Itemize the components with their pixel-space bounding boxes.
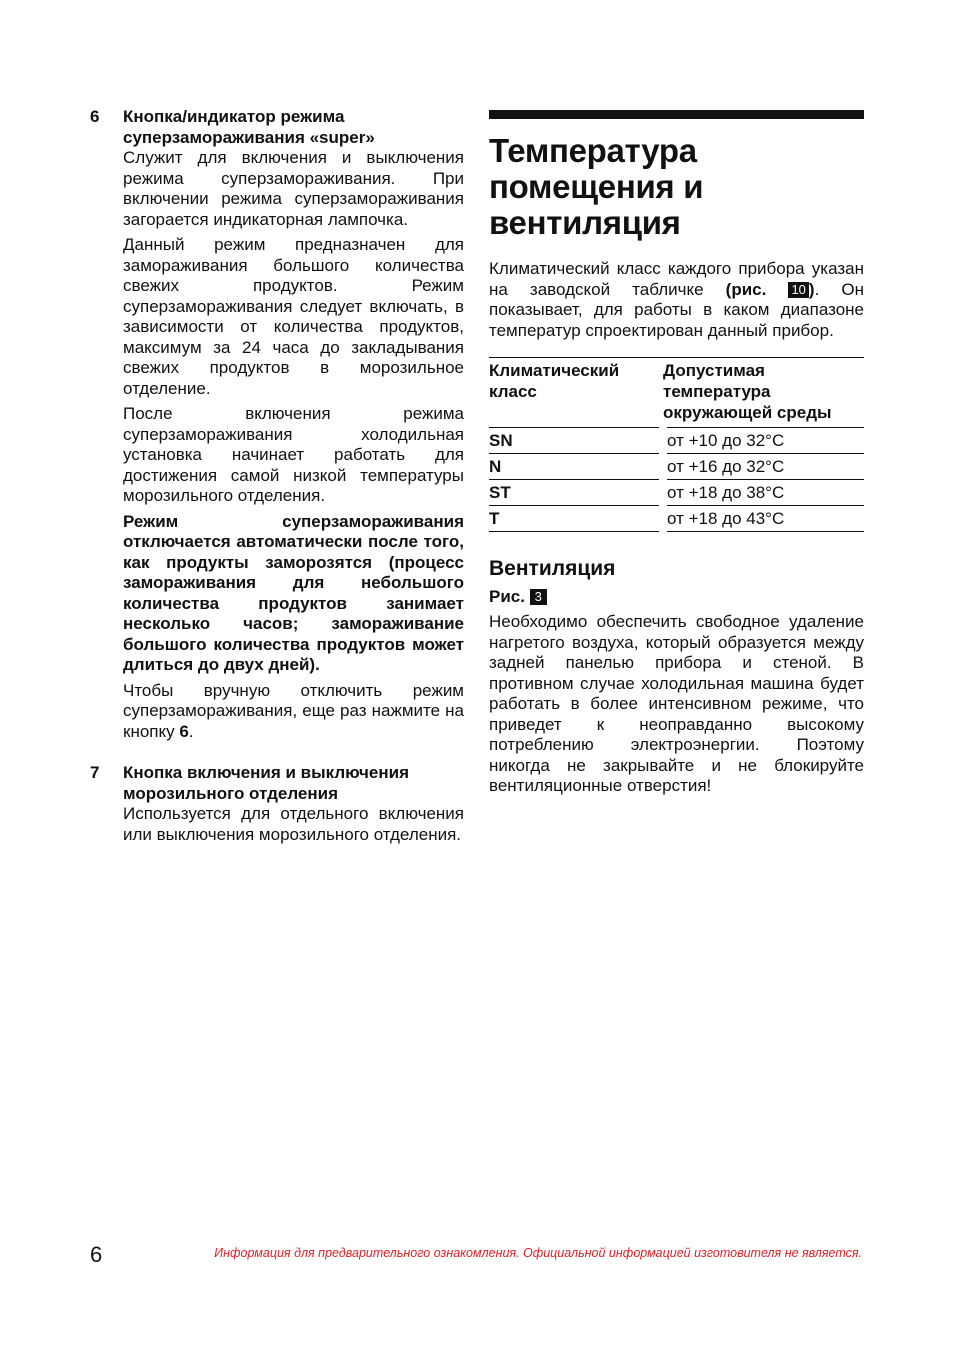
table-row xyxy=(489,454,864,480)
page-number: 6 xyxy=(90,1242,103,1267)
figure-number-badge: 3 xyxy=(530,589,547,605)
table-header-row xyxy=(489,358,864,428)
figure-number-badge: 10 xyxy=(788,282,808,298)
climate-class-cell: N xyxy=(489,454,663,480)
item-title: Кнопка включения и выключения морозильного отделения xyxy=(123,763,409,803)
list-item-7 xyxy=(90,762,464,845)
button-reference: 6 xyxy=(179,721,189,741)
table-row xyxy=(489,428,864,454)
paragraph: После включения режима суперзамораживания холодильная установка начинает работать для достижения самой низкой температуры морозильного отделения. xyxy=(123,404,464,505)
column-header-temperature: Допустимая температура окружающей среды xyxy=(663,358,864,428)
paragraph: Служит для включения и выключения режима суперзамораживания. При включении режима суперзамораживания загорается индикаторная лампочка. xyxy=(123,148,464,229)
table-row xyxy=(489,506,864,532)
left-column xyxy=(90,106,464,857)
paragraph: Используется для отдельного включения или выключения морозильного отделения. xyxy=(123,804,464,844)
temperature-range-cell: от +18 до 38°C xyxy=(663,480,864,506)
item-number: 6 xyxy=(90,107,100,126)
paragraph: Данный режим предназначен для замораживания большого количества свежих продуктов. Режим суперзамораживания следует включать, в зависимости от количества продуктов, максимум за 24 часа до закладывания свежих продуктов в морозильное отделение. xyxy=(123,235,464,398)
disclaimer-note: Информация для предварительного ознакомления. Официальной информацией изготовителя не является. xyxy=(214,1246,862,1260)
warning-paragraph: Режим суперзамораживания отключается автоматически после того, как продукты заморозятся (процесс замораживания для небольшого количества продуктов занимает несколько часов; замораживание большого количества продуктов может длиться до двух дней). xyxy=(123,511,464,674)
climate-class-cell: SN xyxy=(489,428,663,454)
climate-class-table xyxy=(489,357,864,532)
section-divider-bar xyxy=(489,110,864,119)
right-column xyxy=(489,110,864,802)
column-header-class: Климатический класс xyxy=(489,358,663,428)
item-number: 7 xyxy=(90,763,100,782)
temperature-range-cell: от +10 до 32°C xyxy=(663,428,864,454)
item-title: Кнопка/индикатор режима суперзамораживания «super» xyxy=(123,107,375,147)
paragraph: Чтобы вручную отключить режим суперзамораживания, еще раз нажмите на кнопку 6. xyxy=(123,680,464,741)
temperature-range-cell: от +16 до 32°C xyxy=(663,454,864,480)
section-heading: Температура помещения и вентиляция xyxy=(489,132,704,241)
subsection-heading: Вентиляция xyxy=(489,557,616,580)
table-row xyxy=(489,480,864,506)
ventilation-paragraph: Необходимо обеспечить свободное удаление нагретого воздуха, который образуется между задней панелью прибора и стеной. В противном случае холодильная машина будет работать в более интенсивном режиме, что приведет к неоправданно высокому потреблению электроэнергии. Поэтому никогда не закрывайте и не блокируйте вентиляционные отверстия! xyxy=(489,612,864,795)
list-item-6 xyxy=(90,106,464,742)
climate-class-cell: ST xyxy=(489,480,663,506)
climate-class-cell: T xyxy=(489,506,663,532)
figure-reference: Рис. 3 xyxy=(489,586,864,608)
intro-paragraph: Климатический класс каждого прибора указан на заводской табличке (рис. 10 ). Он показывает, для работы в каком диапазоне температур спроектирован данный прибор. xyxy=(489,259,865,340)
temperature-range-cell: от +18 до 43°C xyxy=(663,506,864,532)
